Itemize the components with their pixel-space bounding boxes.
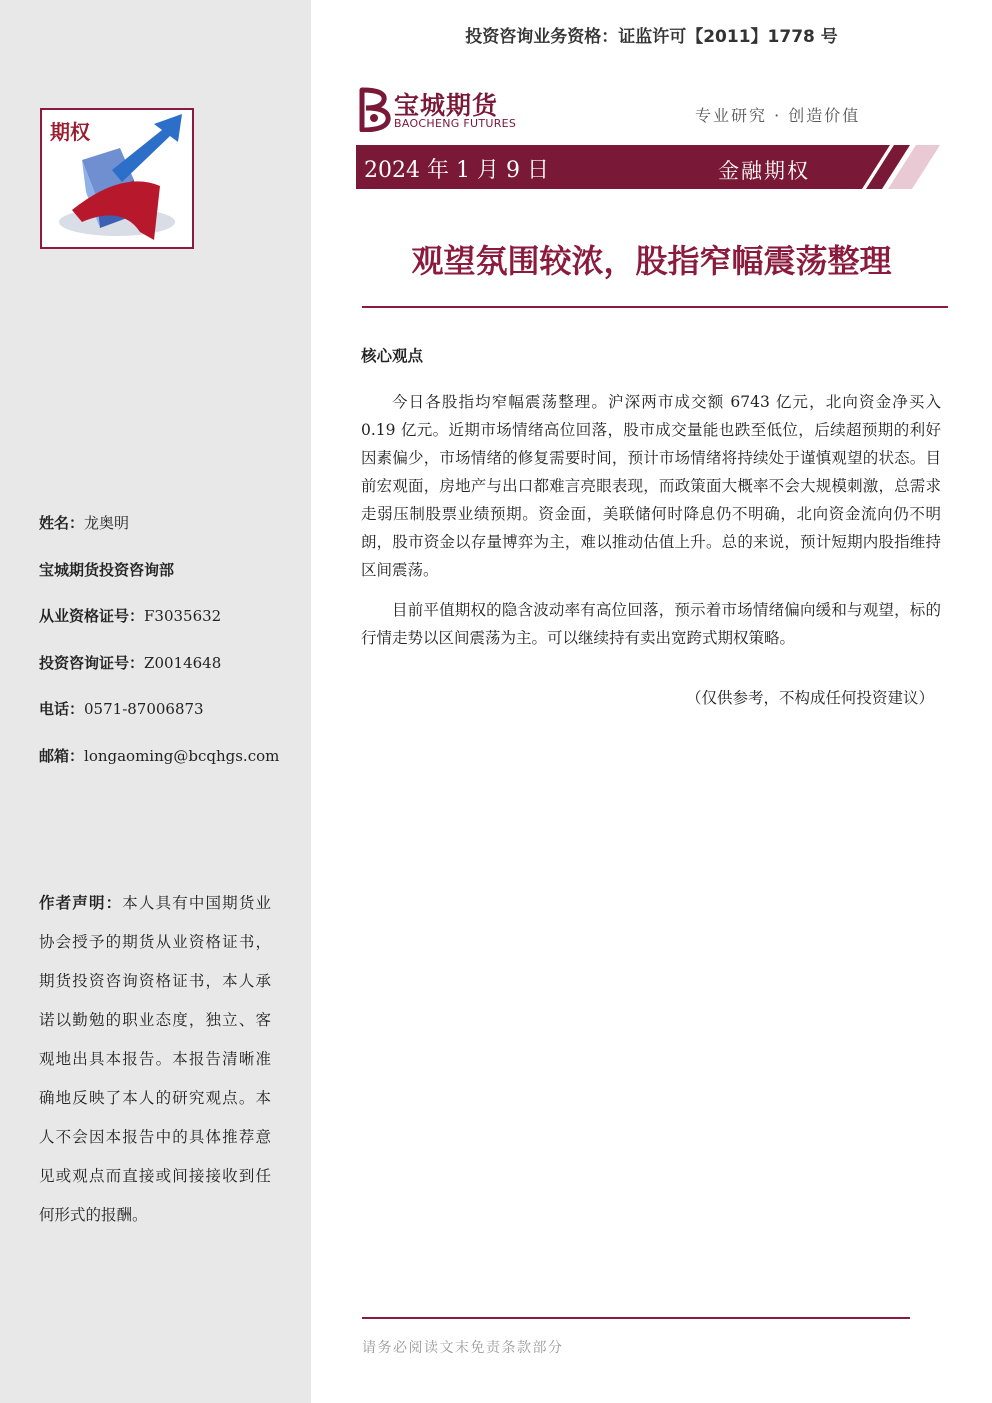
slogan: 专业研究 · 创造价值	[695, 106, 861, 125]
date-band	[356, 145, 916, 189]
brand-logo	[356, 86, 536, 134]
cert-label: 从业资格证号：	[39, 607, 145, 625]
declaration-text: 本人具有中国期货业协会授予的期货从业资格证书，期货投资咨询资格证书，本人承诺以勤勉的职业态度，独立、客观地出具本报告。本报告清晰准确地反映了本人的研究观点。本人不会因本报告中的具体推荐意见或观点而直接或间接接收到任何形式的报酬。	[39, 894, 271, 1224]
report-date: 2024 年 1 月 9 日	[364, 158, 549, 183]
declaration-label: 作者声明：	[39, 894, 123, 912]
department: 宝城期货投资咨询部	[39, 561, 175, 579]
footer-divider	[362, 1317, 910, 1319]
phone-label: 电话：	[39, 700, 85, 718]
logo-label: 期权	[50, 120, 90, 144]
section-heading: 核心观点	[361, 347, 424, 365]
brand-name-zh: 宝城期货	[394, 91, 499, 120]
body-paragraph-2: 目前平值期权的隐含波动率有高位回落，预示着市场情绪偏向缓和与观望，标的行情走势以区间震荡为主。可以继续持有卖出宽跨式期权策略。	[361, 601, 941, 647]
author-declaration	[39, 884, 271, 1235]
phone-row	[39, 698, 204, 719]
author-name-row	[39, 512, 129, 533]
disclaimer-note: （仅供参考，不构成任何投资建议）	[685, 689, 934, 707]
arrow-cube-icon	[42, 110, 192, 247]
name-label: 姓名：	[39, 514, 85, 532]
consult-label: 投资咨询证号：	[39, 654, 145, 672]
brand-b-icon	[356, 86, 392, 132]
author-name: 龙奥明	[84, 514, 130, 532]
email-address[interactable]: longaoming@bcqhgs.com	[84, 747, 280, 765]
body-paragraph-1: 今日各股指均窄幅震荡整理。沪深两市成交额 6743 亿元，北向资金净买入 0.19 亿元。近期市场情绪高位回落，股市成交量能也跌至低位，后续超预期的利好因素偏少，市场情绪的修复需要时间，预计市场情绪将持续处于谨慎观望的状态。目前宏观面，房地产与出口都难言亮眼表现，而政策面大概率不会大规模刺激，总需求走弱压制股票业绩预期。资金面，美联储何时降息仍不明确，北向资金流向仍不明朗，股市资金以存量博弈为主，难以推动估值上升。总的来说，预计短期内股指维持区间震荡。	[361, 393, 941, 579]
report-title: 观望氛围较浓，股指窄幅震荡整理	[411, 242, 892, 280]
license-text: 投资咨询业务资格：证监许可【2011】1778 号	[465, 27, 838, 47]
footer-text: 请务必阅读文末免责条款部分	[362, 1340, 564, 1356]
email-row	[39, 745, 279, 766]
options-logo-image	[40, 108, 194, 249]
brand-name-en: BAOCHENG FUTURES	[394, 117, 517, 130]
title-divider	[362, 306, 948, 308]
cert-row	[39, 605, 221, 626]
department-row	[39, 559, 174, 580]
consult-number: Z0014648	[144, 654, 222, 672]
email-label: 邮箱：	[39, 747, 85, 765]
report-category: 金融期权	[718, 159, 810, 183]
cert-number: F3035632	[144, 607, 222, 625]
sidebar	[0, 0, 311, 1403]
phone-number: 0571-87006873	[84, 700, 204, 718]
consult-row	[39, 652, 221, 673]
